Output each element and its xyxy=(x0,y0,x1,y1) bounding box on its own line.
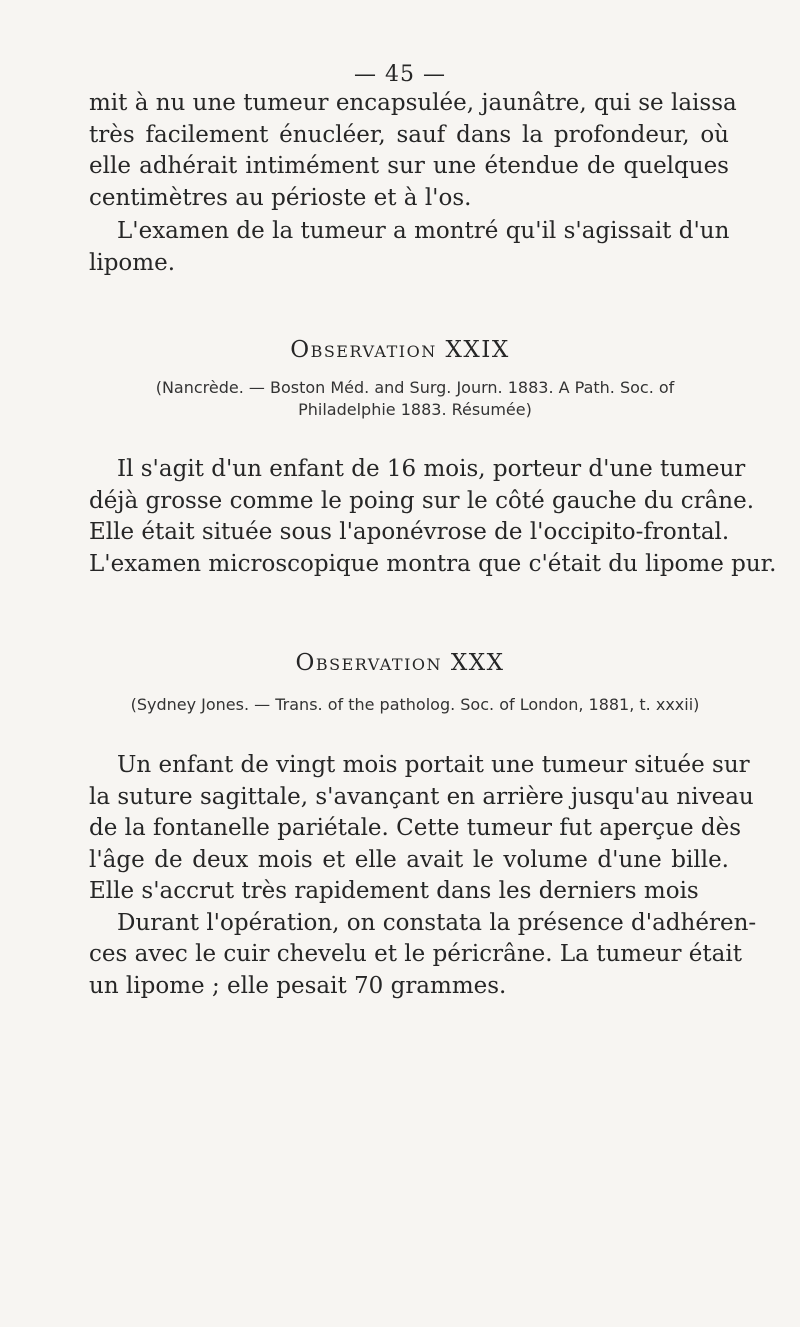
page-number: — 45 — xyxy=(354,62,446,87)
observation-29-heading: Observation XXIX xyxy=(290,337,510,363)
text-line: très facilement énucléer, sauf dans la profondeur, où xyxy=(89,121,729,148)
text-line: un lipome ; elle pesait 70 grammes. xyxy=(89,972,507,999)
observation-30-source xyxy=(70,694,760,716)
observation-30-body xyxy=(89,750,757,1002)
source-line: (Sydney Jones. — Trans. of the patholog. Soc. of London, 1881, t. xxxii) xyxy=(130,695,700,714)
text-line: L'examen de la tumeur a montré qu'il s'agissait d'un xyxy=(117,218,730,244)
continuation-paragraph xyxy=(89,88,737,214)
text-line: Durant l'opération, on constata la présence d'adhéren- xyxy=(117,909,757,936)
conclusion-paragraph xyxy=(89,216,729,279)
text-line: de la fontanelle pariétale. Cette tumeur fut aperçue dès xyxy=(89,815,742,841)
text-line: Elle s'accrut très rapidement dans les derniers mois xyxy=(89,878,699,904)
source-line: Philadelphie 1883. Résumée) xyxy=(298,400,532,419)
text-line: lipome. xyxy=(89,249,176,276)
text-line: centimètres au périoste et à l'os. xyxy=(89,184,472,211)
text-line: déjà grosse comme le poing sur le côté gauche du crâne. xyxy=(89,487,755,514)
text-line: elle adhérait intimément sur une étendue de quelques xyxy=(89,153,729,179)
text-line: ces avec le cuir chevelu et le péricrâne. La tumeur était xyxy=(89,941,742,967)
text-line: l'âge de deux mois et elle avait le volume d'une bille. xyxy=(89,846,729,873)
observation-29-body xyxy=(89,454,777,580)
text-line: Elle était située sous l'aponévrose de l'occipito-frontal. xyxy=(89,519,730,545)
source-line: (Nancrède. — Boston Méd. and Surg. Journ. 1883. A Path. Soc. of xyxy=(155,378,675,397)
observation-30-heading: Observation XXX xyxy=(295,650,505,676)
text-line: mit à nu une tumeur encapsulée, jaunâtre, qui se laissa xyxy=(89,90,737,116)
observation-29-source xyxy=(70,377,760,421)
text-line: Il s'agit d'un enfant de 16 mois, porteur d'une tumeur xyxy=(117,456,746,482)
text-line: Un enfant de vingt mois portait une tumeur située sur xyxy=(117,752,750,778)
text-line: la suture sagittale, s'avançant en arrière jusqu'au niveau xyxy=(89,783,754,810)
text-line: L'examen microscopique montra que c'était du lipome pur. xyxy=(89,550,777,577)
